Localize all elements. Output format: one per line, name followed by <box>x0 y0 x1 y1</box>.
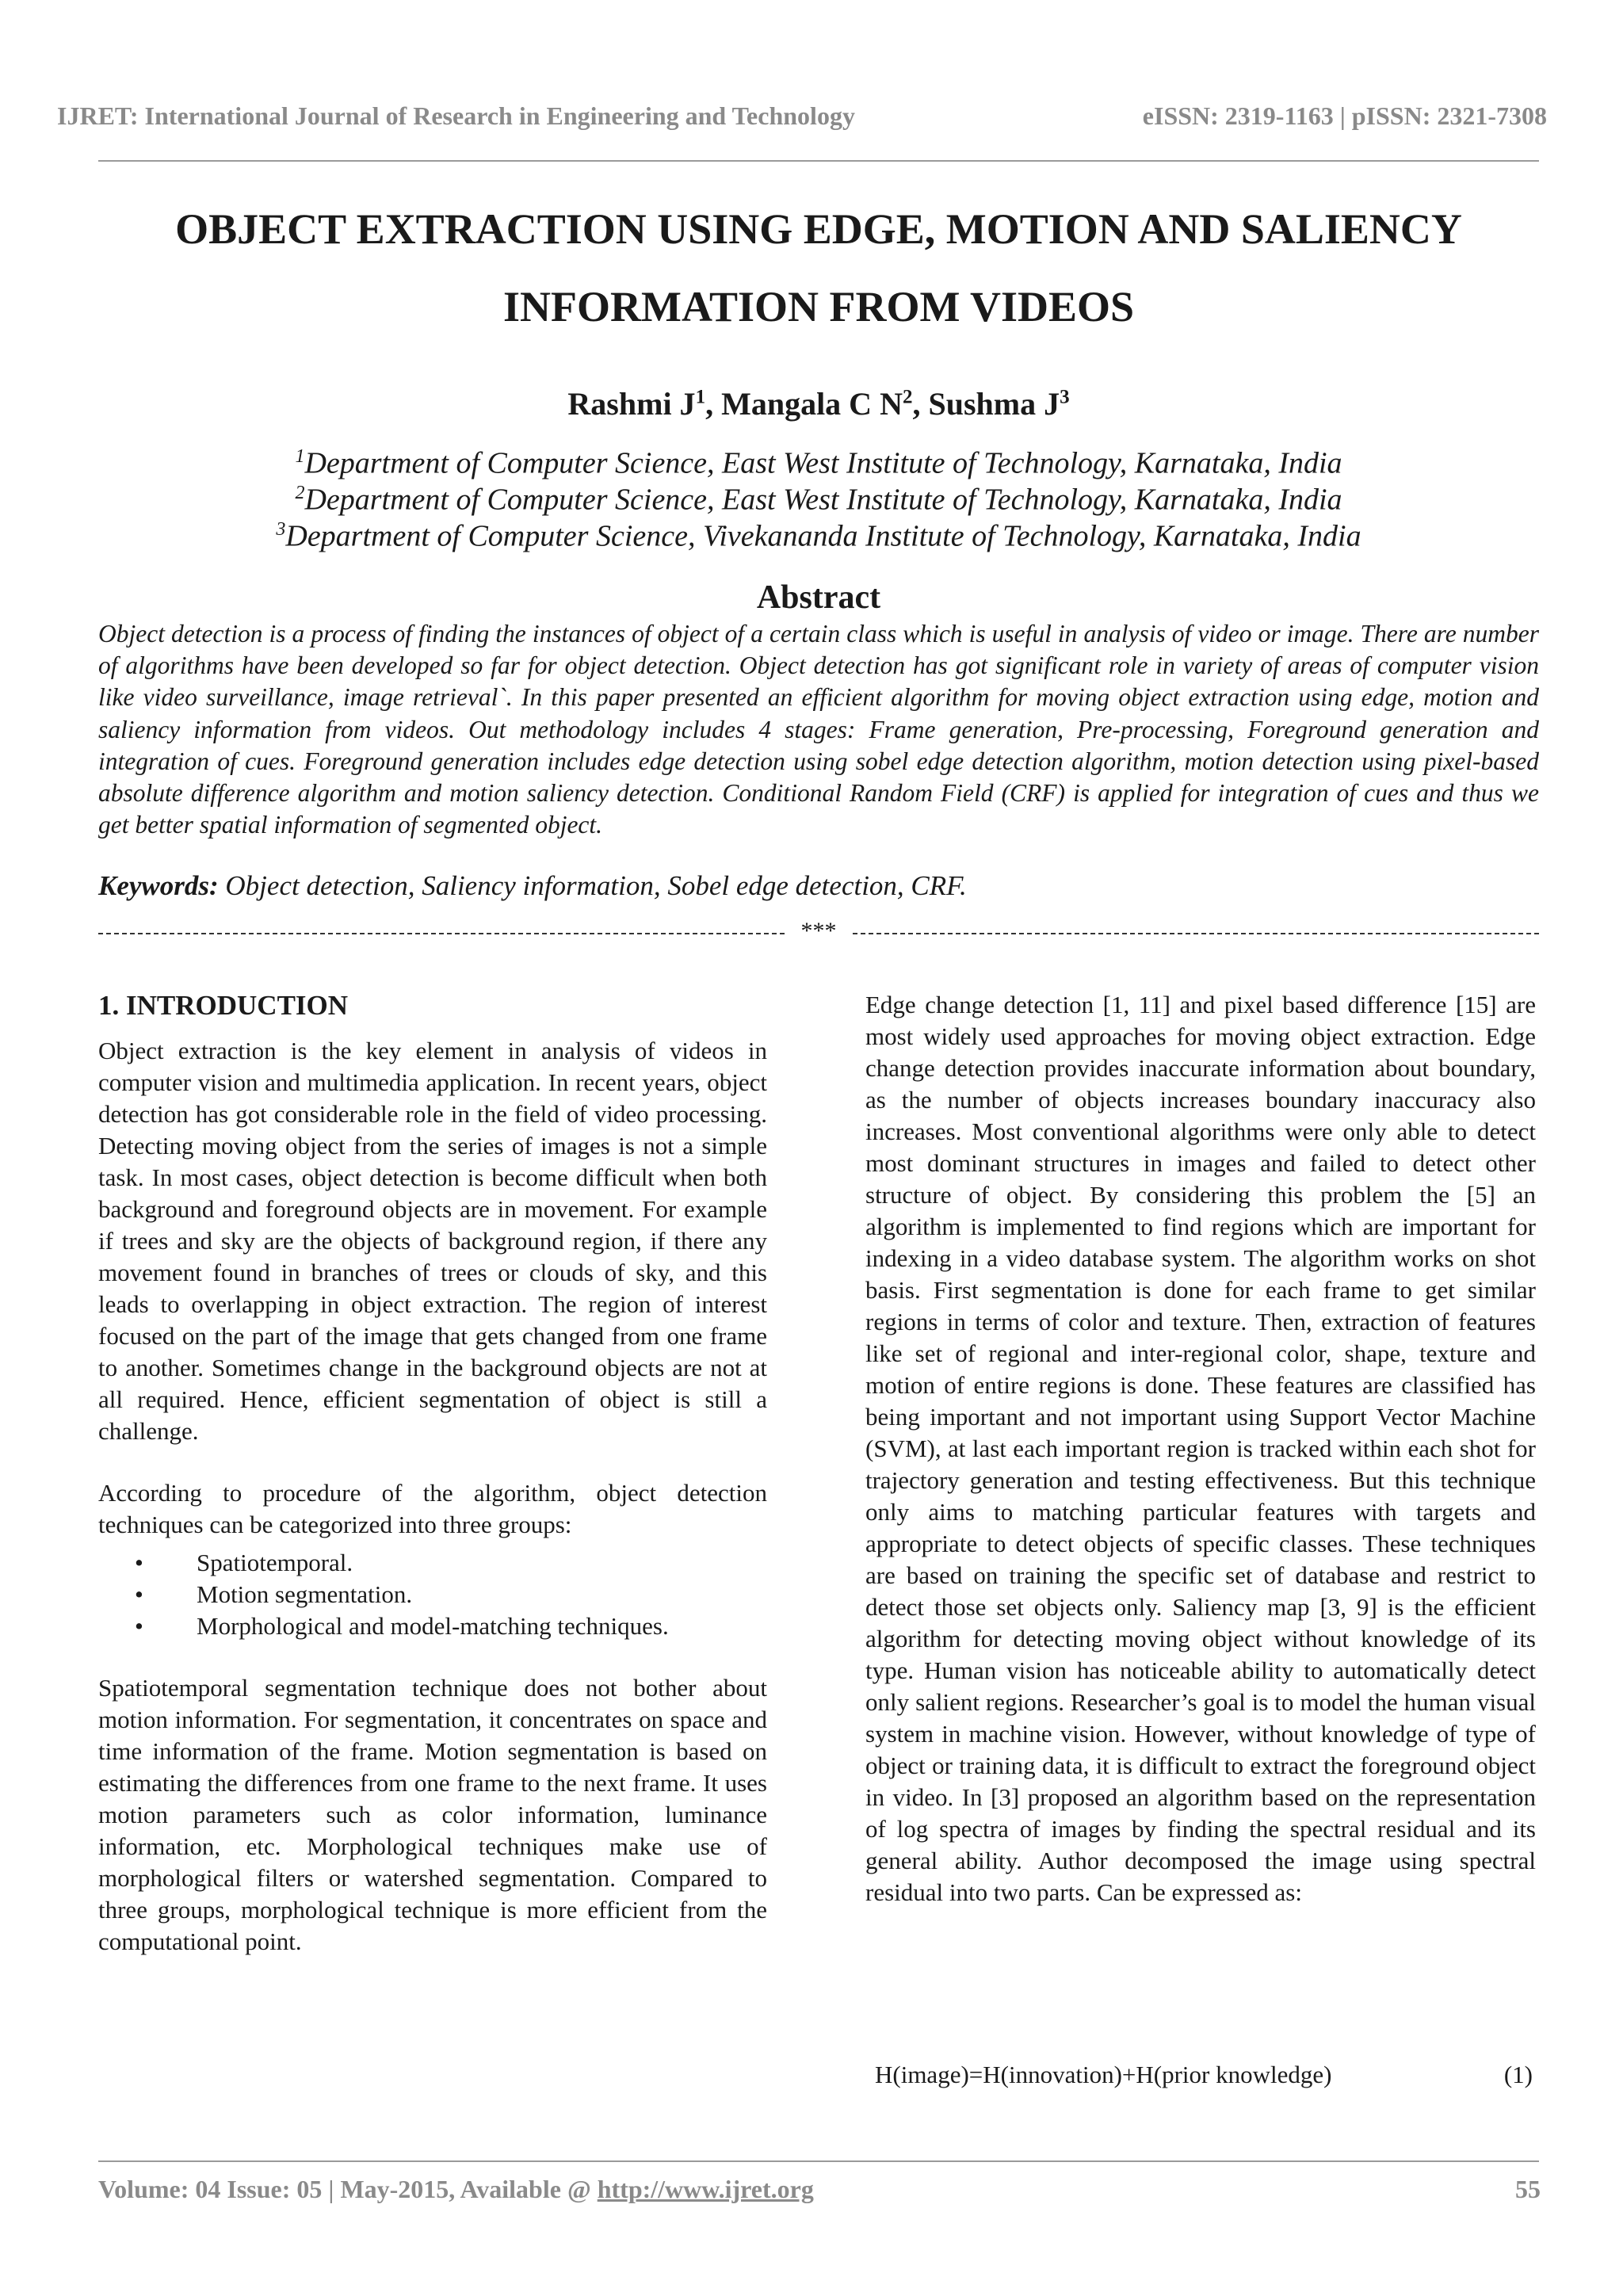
keywords-text: Object detection, Saliency information, Sobel edge detection, CRF. <box>218 870 967 901</box>
bullet-icon: • <box>135 1580 143 1608</box>
intro-paragraph-1: Object extraction is the key element in analysis of videos in computer vision and multimedia application. In recent years, object detection has got considerable role in the field of video processing. Detecting moving object from the series of images is not a simple task. In most cases, object detection is become difficult when both background and foreground objects are in movement. For example if trees and sky are the objects of background region, if there any movement found in branches of trees or clouds of sky, and this leads to overlapping in object extraction. The region of interest focused on the part of the image that gets changed from one frame to another. Sometimes change in the background objects are not at all required. Hence, efficient segmentation of object is still a challenge. <box>98 1037 767 1445</box>
keywords <box>98 870 1539 902</box>
bullet-icon: • <box>135 1612 143 1640</box>
equation-1 <box>875 2061 1533 2089</box>
page-number: 55 <box>1515 2175 1541 2203</box>
header-rule <box>98 160 1539 162</box>
affiliation-2: $^2$Department of Computer Science, East West Institute of Technology, Karnataka, India <box>295 483 1342 517</box>
right-column <box>865 989 1536 1908</box>
introduction-heading: 1. INTRODUCTION <box>98 990 349 1021</box>
intro-paragraph-2: According to procedure of the algorithm, object detection techniques can be categorized into three groups: <box>98 1479 767 1538</box>
issn-header: eISSN: 2319-1163 | pISSN: 2321-7308 <box>1142 101 1547 130</box>
equation-text: H(image)=H(innovation)+H(prior knowledge) <box>875 2061 1332 2088</box>
intro-paragraph-3: Spatiotemporal segmentation technique does not bother about motion information. For segmentation, it concentrates on space and time information of the frame. Motion segmentation is based on estimating the differences from one frame to the next frame. It uses motion parameters such as color information, luminance information, etc. Morphological techniques make use of morphological filters or watershed segmentation. Compared to three groups, morphological technique is more efficient from the computational point. <box>98 1674 767 1955</box>
footer-rule <box>98 2160 1539 2162</box>
technique-list <box>98 1547 767 1642</box>
author-list <box>98 385 1539 422</box>
list-item: • Morphological and model-matching techniques. <box>98 1610 767 1642</box>
affiliation-1: $^1$Department of Computer Science, East West Institute of Technology, Karnataka, India <box>295 446 1342 480</box>
footer-volume: Volume: 04 Issue: 05 | May-2015, Available @ http://www.ijret.org <box>98 2175 814 2203</box>
left-column <box>98 989 767 1958</box>
list-item: • Motion segmentation. <box>98 1579 767 1610</box>
separator-stars: *** <box>798 918 840 944</box>
author-2: Mangala C $N^2$, <box>721 386 929 422</box>
keywords-label: Keywords: <box>98 870 219 901</box>
abstract-text: Object detection is a process of finding the instances of object of a certain class which is useful in analysis of video or image. There are number of algorithms have been developed so far for object detection. Object detection has got significant role in variety of areas of computer vision like video surveillance, image retrieval`. In this paper presented an efficient algorithm for moving object extraction using edge, motion and saliency information from videos. Out methodology includes 4 stages: Frame generation, Pre-processing, Foreground generation and integration of cues. Foreground generation includes edge detection using sobel edge detection algorithm, motion detection using pixel-based absolute difference algorithm and motion saliency detection. Conditional Random Field (CRF) is applied for integration of cues and thus we get better spatial information of segmented object. <box>98 620 1539 839</box>
bullet-icon: • <box>135 1549 143 1576</box>
journal-header: IJRET: International Journal of Research in Engineering and Technology <box>57 101 855 130</box>
right-paragraph-1: Edge change detection [1, 11] and pixel based difference [15] are most widely used approaches for moving object extraction. Edge change detection provides inaccurate information about boundary, as the number of objects increases boundary inaccuracy also increases. Most conventional algorithms were only able to detect most dominant structures in images and failed to detect other structure of object. By considering this problem the [5] an algorithm is implemented to find regions which are important for indexing in a video database system. The algorithm works on shot basis. First segmentation is done for each frame to get similar regions in terms of color and texture. Then, extraction of features like set of regional and inter-regional color, shape, texture and motion of entire regions is done. These features are classified has being important and not important using Support Vector Machine (SVM), at last each important region is tracked within each shot for trajectory generation and testing effectiveness. But this technique only aims to matching particular features with targets and appropriate to detect objects of specific classes. These techniques are based on training the specific set of database and restrict to detect those set objects only. Saliency map [3, 9] is the efficient algorithm for detecting moving object without knowledge of its type. Human vision has noticeable ability to automatically detect only salient regions. Researcher’s goal is to model the human visual system in machine vision. However, without knowledge of type of object or training data, it is difficult to extract the foreground object in video. In [3] proposed an algorithm based on the representation of log spectra of images by finding the spectral residual and its general ability. Author decomposed the image using spectral residual into two parts. Can be expressed as: <box>865 991 1536 1906</box>
abstract-heading: Abstract <box>756 579 881 616</box>
paper-title-line-1: OBJECT EXTRACTION USING EDGE, MOTION AND SALIENCY <box>175 205 1462 253</box>
section-separator <box>98 918 1539 949</box>
author-3: Sushma $J^3$ <box>928 386 1070 422</box>
equation-number: (1) <box>1503 2061 1533 2088</box>
journal-link[interactable]: http://www.ijret.org <box>597 2175 814 2203</box>
affiliation-3: $^3$Department of Computer Science, Vivekananda Institute of Technology, Karnataka, India <box>276 519 1361 553</box>
paper-title-line-2: INFORMATION FROM VIDEOS <box>502 283 1135 330</box>
list-item: • Spatiotemporal. <box>98 1547 767 1579</box>
author-1: Rashmi $J^1$, <box>567 386 722 422</box>
